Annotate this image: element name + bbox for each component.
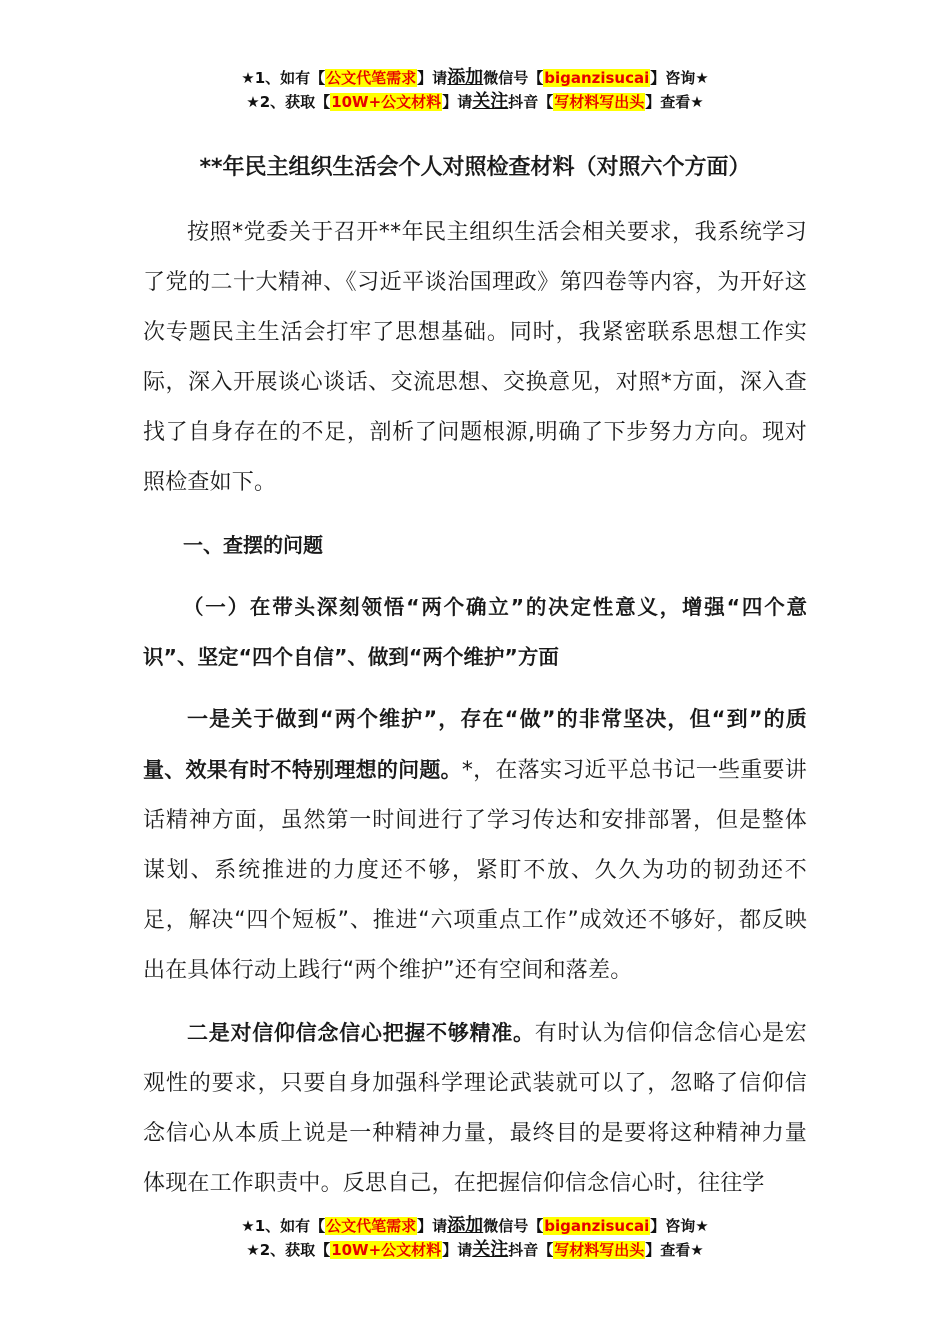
banner-text: 】请 xyxy=(417,1217,448,1235)
spacer xyxy=(143,508,807,520)
highlight-text: 公文代笔需求 xyxy=(326,1217,417,1235)
douyin-account: 写材料写出头 xyxy=(554,1241,645,1259)
banner-text: 】查看★ xyxy=(645,1241,704,1259)
highlight-text: 公文代笔需求 xyxy=(326,69,417,87)
subsection-heading: （一）在带头深刻领悟“两个确立”的决定性意义，增强“四个意识”、坚定“四个自信”、做到“两个维护”方面 xyxy=(143,595,807,669)
banner-text: 微信号【 xyxy=(483,1217,544,1235)
point-1-paragraph xyxy=(143,694,807,996)
footer-banner xyxy=(0,1214,950,1262)
banner-text: 】请 xyxy=(442,93,473,111)
intro-paragraph: 按照*党委关于召开**年民主组织生活会相关要求，我系统学习了党的二十大精神、《习近平谈治国理政》第四卷等内容，为开好这次专题民主生活会打牢了思想基础。同时，我紧密联系思想工作实际，深入开展谈心谈话、交流思想、交换意见，对照*方面，深入查找了自身存在的不足，剖析了问题根源,明确了下步努力方向。现对照检查如下。 xyxy=(143,220,807,495)
document-body xyxy=(143,148,807,1209)
banner-line-2 xyxy=(0,1238,950,1262)
banner-text: ★1、如有【 xyxy=(241,1217,326,1235)
douyin-account: 写材料写出头 xyxy=(554,93,645,111)
point-1-text: *，在落实习近平总书记一些重要讲话精神方面，虽然第一时间进行了学习传达和安排部署，但是整体谋划、系统推进的力度还不够，紧盯不放、久久为功的韧劲还不足，解决“四个短板”、推进“六项重点工作”成效还不够好，都反映出在具体行动上践行“两个维护”还有空间和落差。 xyxy=(143,758,808,983)
underlined-text: 关注 xyxy=(472,1239,509,1260)
banner-text: 】咨询★ xyxy=(650,69,709,87)
underlined-text: 添加 xyxy=(447,67,484,88)
wechat-id: biganzisucai xyxy=(544,1217,650,1235)
highlight-text: 10W+公文材料 xyxy=(331,93,442,111)
banner-line-1 xyxy=(0,66,950,90)
wechat-id: biganzisucai xyxy=(544,69,650,87)
underlined-text: 添加 xyxy=(447,1215,484,1236)
banner-text: ★1、如有【 xyxy=(241,69,326,87)
point-2-text: 有时认为信仰信念信心是宏观性的要求，只要自身加强科学理论武装就可以了，忽略了信仰信念信心从本质上说是一种精神力量，最终目的是要将这种精神力量体现在工作职责中。反思自己，在把握信仰信念信心时，往往学 xyxy=(143,1021,807,1196)
header-banner xyxy=(0,66,950,114)
spacer xyxy=(143,570,807,582)
banner-text: ★2、获取【 xyxy=(246,1241,331,1259)
banner-text: 抖音【 xyxy=(508,1241,554,1259)
banner-text: 】咨询★ xyxy=(650,1217,709,1235)
banner-line-1 xyxy=(0,1214,950,1238)
spacer xyxy=(143,682,807,694)
banner-text: 抖音【 xyxy=(508,93,554,111)
point-2-lead: 二是对信仰信念信心把握不够精准。 xyxy=(187,1021,535,1045)
underlined-text: 关注 xyxy=(472,91,509,112)
banner-text: 】请 xyxy=(442,1241,473,1259)
banner-text: ★2、获取【 xyxy=(246,93,331,111)
document-title: **年民主组织生活会个人对照检查材料（对照六个方面） xyxy=(199,155,751,180)
section-heading: 一、查摆的问题 xyxy=(183,533,323,557)
point-1-lead: 一是关于做到“两个维护”，存在“做”的非常坚决，但“到”的质量、效果有时不特别理想的问题。 xyxy=(143,707,807,782)
point-2-paragraph xyxy=(143,1008,807,1209)
banner-line-2 xyxy=(0,90,950,114)
banner-text: 】查看★ xyxy=(645,93,704,111)
spacer xyxy=(143,996,807,1008)
banner-text: 】请 xyxy=(417,69,448,87)
banner-text: 微信号【 xyxy=(483,69,544,87)
highlight-text: 10W+公文材料 xyxy=(331,1241,442,1259)
